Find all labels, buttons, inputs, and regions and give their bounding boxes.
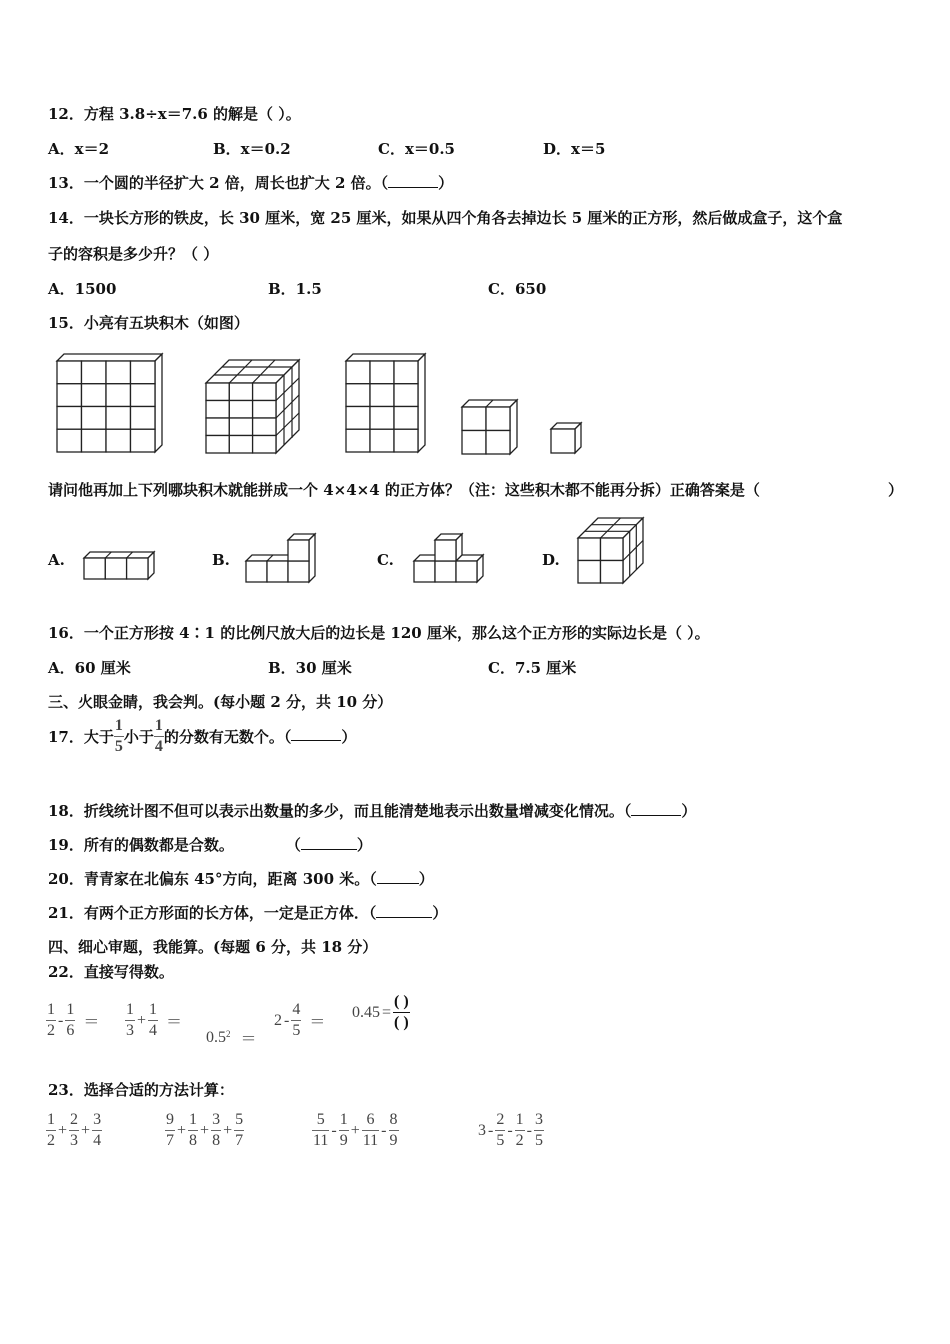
q21-answer-blank[interactable] <box>376 917 432 918</box>
q21-line <box>48 902 447 923</box>
q23-stem: 23．选择合适的方法计算： <box>48 1081 234 1099</box>
q20-stem: 20．青青家在北偏东 45°方向，距离 300 米。（ <box>48 870 377 888</box>
q17-suffix: 的分数有无数个。（ <box>163 728 292 746</box>
q15-question-line <box>48 479 760 500</box>
q15-option-d-figure <box>576 516 648 586</box>
q21-close: ） <box>432 904 448 922</box>
q13-answer-blank[interactable] <box>388 187 438 188</box>
q23-expression-1: $\frac{1}{2}$ + $\frac{2}{3}$ + $\frac{3}{4}$ <box>47 1111 102 1149</box>
q17-answer-blank[interactable] <box>291 740 341 741</box>
q17-fraction-1 <box>114 716 124 757</box>
q20-close: ） <box>418 870 434 888</box>
q17-fraction-2-denominator: 4 <box>154 738 163 755</box>
q17-prefix: 17．大于 <box>48 728 114 746</box>
block-figure-1 <box>55 352 165 457</box>
section-3-title: 三、火眼金睛，我会判。(每小题 2 分，共 10 分） <box>48 693 393 711</box>
q12-option-a[interactable]: A．x＝2 <box>48 140 110 158</box>
block-figure-3 <box>344 352 429 457</box>
q16-option-c[interactable]: C．7.5 厘米 <box>488 659 577 677</box>
q22-expression-2: $\frac{1}{3}$ + $\frac{1}{4}$ ＝ <box>126 1001 183 1039</box>
q14-option-a[interactable]: A．1500 <box>48 280 117 298</box>
q22-expression-3: 0.5 $^2$ ＝ <box>206 1028 257 1048</box>
q17-fraction-1-numerator: 1 <box>114 717 123 734</box>
q17-fraction-1-denominator: 5 <box>114 738 123 755</box>
block-figure-2 <box>204 358 304 458</box>
q17-fraction-2 <box>154 716 164 757</box>
q13-close: ） <box>438 174 454 192</box>
q15-option-c-figure <box>412 532 490 584</box>
q18-close: ） <box>681 802 697 820</box>
q17-mid: 小于 <box>123 728 154 746</box>
q19-answer-blank[interactable] <box>301 849 357 850</box>
q15-question-close: ） <box>888 481 904 499</box>
q20-answer-blank[interactable] <box>377 883 419 884</box>
q15-option-b[interactable]: B. <box>212 551 230 569</box>
section-4-title: 四、细心审题，我能算。(每题 6 分，共 18 分） <box>48 938 378 956</box>
q23-expression-3: $\frac{5}{11}$ - $\frac{1}{9}$ + $\frac{6}{11}$ - $\frac{8}{9}$ <box>313 1111 398 1149</box>
q17-close: ） <box>341 728 357 746</box>
q22-expression-5: 0.45 = $\frac{( )}{( )}$ <box>352 993 409 1031</box>
q15-option-d[interactable]: D. <box>542 551 560 569</box>
q23-expression-2: $\frac{9}{7}$ + $\frac{1}{8}$ + $\frac{3}{8}$ + $\frac{5}{7}$ <box>166 1111 244 1149</box>
q15-option-b-figure <box>244 532 322 584</box>
q15-option-a[interactable]: A. <box>48 551 65 569</box>
q14-option-b[interactable]: B．1.5 <box>268 280 322 298</box>
q18-line <box>48 800 696 821</box>
q14-stem-line2: 子的容积是多少升？（ ） <box>48 245 219 263</box>
q22-answer-fraction[interactable]: $\frac{( )}{( )}$ <box>394 993 409 1031</box>
q16-stem: 16．一个正方形按 4∶1 的比例尺放大后的边长是 120 厘米，那么这个正方形的实际边长是（ ）。 <box>48 624 710 642</box>
q12-option-d[interactable]: D．x＝5 <box>543 140 606 158</box>
q16-option-a[interactable]: A．60 厘米 <box>48 659 131 677</box>
q12-option-c[interactable]: C．x＝0.5 <box>378 140 455 158</box>
q12-stem: 12．方程 3.8÷x＝7.6 的解是（ ）。 <box>48 105 301 123</box>
q15-option-a-figure <box>82 550 157 582</box>
q22-expression-4: 2 - $\frac{4}{5}$ ＝ <box>274 1001 326 1039</box>
q18-stem: 18．折线统计图不但可以表示出数量的多少，而且能清楚地表示出数量增减变化情况。（ <box>48 802 632 820</box>
q19-stem: 19．所有的偶数都是合数。 <box>48 836 234 854</box>
q12-option-b[interactable]: B．x＝0.2 <box>213 140 291 158</box>
q13-line <box>48 172 453 193</box>
q22-expression-1: $\frac{1}{2}$ - $\frac{1}{6}$ ＝ <box>47 1001 100 1039</box>
q17-line <box>48 716 356 757</box>
q20-line <box>48 868 434 889</box>
q23-expression-4: 3 - $\frac{2}{5}$ - $\frac{1}{2}$ - $\frac{3}{5}$ <box>478 1111 543 1149</box>
q21-stem: 21．有两个正方形面的长方体，一定是正方体．（ <box>48 904 377 922</box>
q14-option-c[interactable]: C．650 <box>488 280 547 298</box>
q14-stem-line1: 14．一块长方形的铁皮，长 30 厘米，宽 25 厘米，如果从四个角各去掉边长 5 厘米的正方形，然后做成盒子，这个盒 <box>48 209 843 227</box>
block-figure-5 <box>549 421 585 457</box>
block-figure-4 <box>460 398 520 458</box>
q19-open: （ <box>285 836 301 854</box>
q19-close: ） <box>356 836 372 854</box>
q17-fraction-2-numerator: 1 <box>154 717 163 734</box>
q15-stem: 15．小亮有五块积木（如图） <box>48 314 249 332</box>
q15-question: 请问他再加上下列哪块积木就能拼成一个 4×4×4 的正方体？（注：这些积木都不能再分拆）正确答案是（ <box>48 481 760 499</box>
q18-answer-blank[interactable] <box>631 815 681 816</box>
q22-stem: 22．直接写得数。 <box>48 963 174 981</box>
q13-stem: 13．一个圆的半径扩大 2 倍，周长也扩大 2 倍。（ <box>48 174 389 192</box>
q19-line <box>48 834 372 855</box>
q16-option-b[interactable]: B．30 厘米 <box>268 659 352 677</box>
q15-option-c[interactable]: C. <box>377 551 394 569</box>
